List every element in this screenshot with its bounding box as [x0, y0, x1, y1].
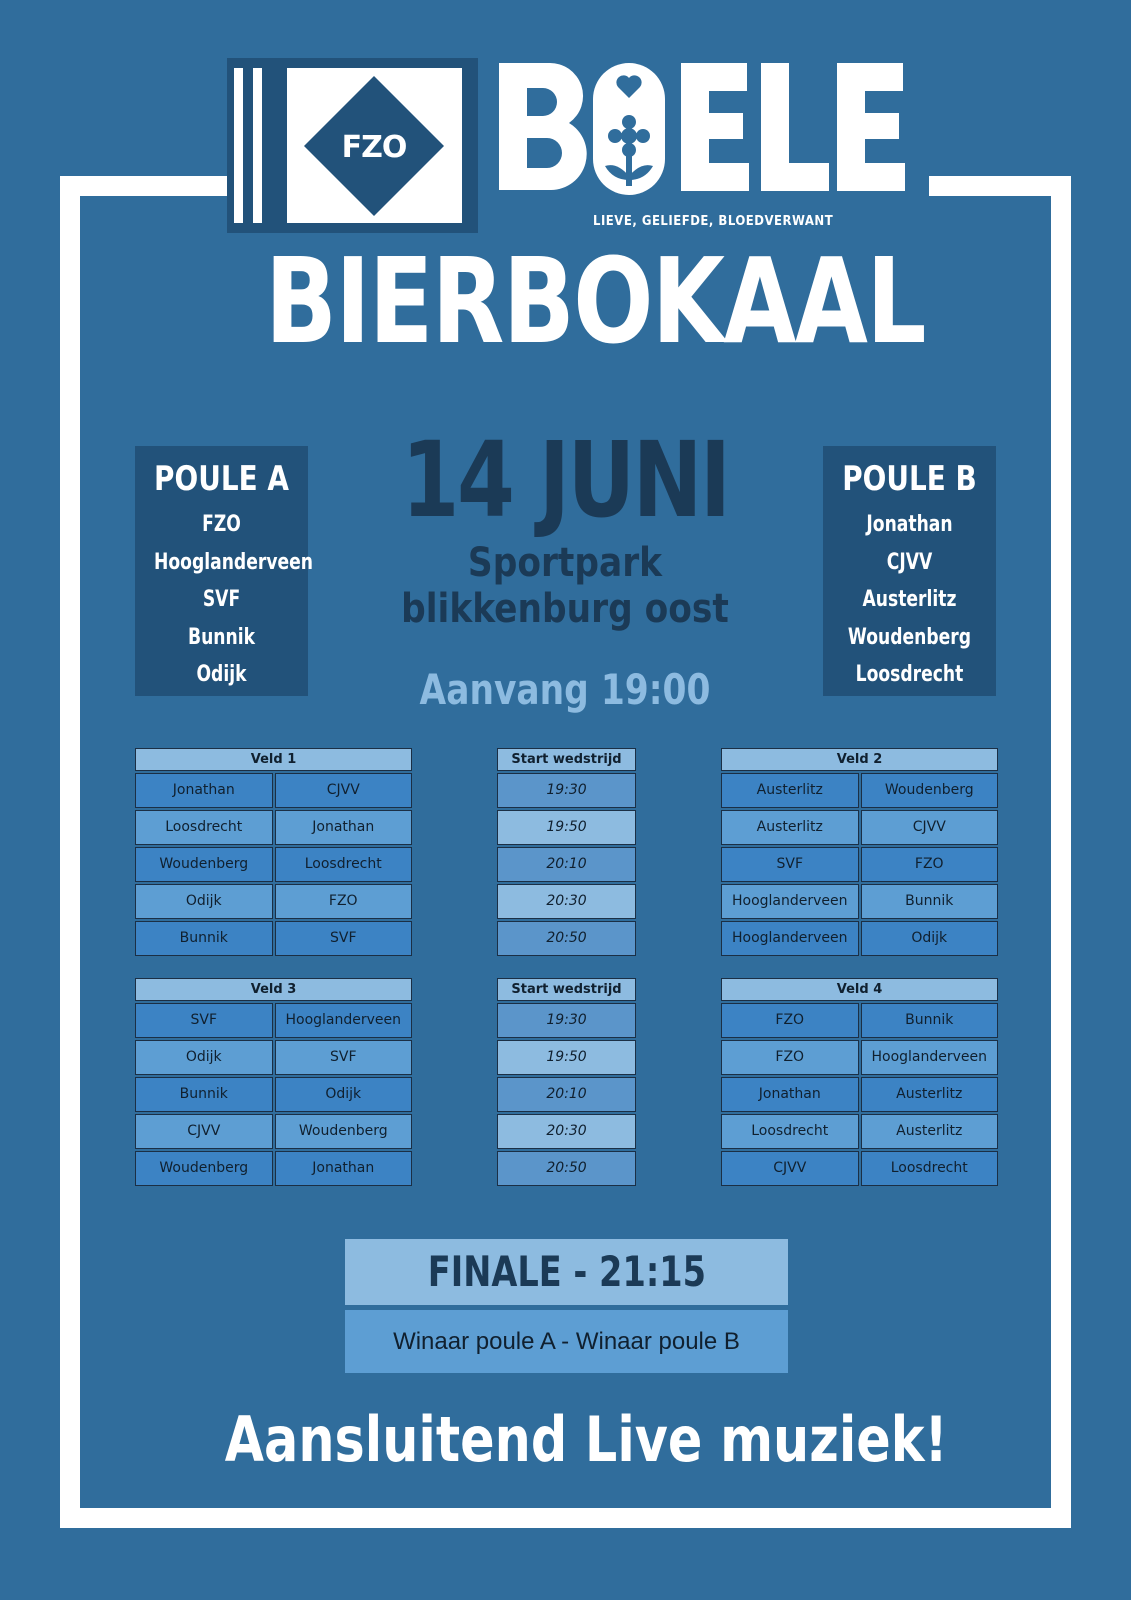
- veld-2-table: [721, 748, 998, 956]
- venue-line-2: blikkenburg oost: [401, 586, 729, 632]
- closing-line: Aansluitend Live muziek!: [224, 1403, 948, 1476]
- poule-a-team: Bunnik: [187, 624, 256, 650]
- team-cell: SVF: [135, 1003, 273, 1038]
- table-row: [135, 1149, 412, 1186]
- table-row: [135, 1038, 412, 1075]
- team-cell: Bunnik: [861, 884, 999, 919]
- start-times-header: Start wedstrijd: [497, 748, 636, 771]
- poule-b-team: Woudenberg: [847, 624, 972, 650]
- table-row: [721, 808, 998, 845]
- table-row: [135, 882, 412, 919]
- table-row: [135, 919, 412, 956]
- team-cell: FZO: [275, 884, 413, 919]
- finale-header: [345, 1239, 788, 1305]
- team-cell: FZO: [861, 847, 999, 882]
- team-cell: Loosdrecht: [721, 1114, 859, 1149]
- poule-b-title: POULE B: [842, 459, 977, 499]
- table-row: [721, 771, 998, 808]
- veld-4-table: [721, 978, 998, 1186]
- team-cell: Bunnik: [861, 1003, 999, 1038]
- table-row: [135, 808, 412, 845]
- frame-right-edge: [1051, 176, 1071, 1528]
- time-cell: 19:50: [497, 810, 636, 845]
- time-cell: 20:50: [497, 1151, 636, 1186]
- team-cell: Odijk: [135, 884, 273, 919]
- team-cell: Woudenberg: [861, 773, 999, 808]
- veld-4-header: Veld 4: [721, 978, 998, 1001]
- table-row: [721, 919, 998, 956]
- event-venue: [363, 540, 767, 632]
- team-cell: Jonathan: [135, 773, 273, 808]
- fzo-logo: [227, 58, 478, 233]
- table-row: [721, 1038, 998, 1075]
- table-row: [721, 1112, 998, 1149]
- table-row: [497, 771, 636, 808]
- team-cell: Bunnik: [135, 921, 273, 956]
- table-row: [497, 1038, 636, 1075]
- team-cell: Odijk: [135, 1040, 273, 1075]
- table-row: [721, 882, 998, 919]
- team-cell: SVF: [721, 847, 859, 882]
- team-cell: Hooglanderveen: [721, 884, 859, 919]
- team-cell: Jonathan: [721, 1077, 859, 1112]
- team-cell: CJVV: [275, 773, 413, 808]
- team-cell: SVF: [275, 921, 413, 956]
- team-cell: Hooglanderveen: [275, 1003, 413, 1038]
- table-row: [721, 1001, 998, 1038]
- team-cell: Woudenberg: [135, 1151, 273, 1186]
- venue-line-1: Sportpark: [467, 540, 663, 586]
- team-cell: Austerlitz: [861, 1114, 999, 1149]
- time-cell: 20:50: [497, 921, 636, 956]
- poule-b-team: Jonathan: [866, 512, 953, 537]
- finale-match: Winaar poule A - Winaar poule B: [345, 1310, 788, 1373]
- time-cell: 19:30: [497, 1003, 636, 1038]
- table-row: [497, 808, 636, 845]
- poule-a-team: Odijk: [196, 662, 247, 687]
- table-row: [497, 845, 636, 882]
- boele-tagline: LIEVE, GELIEFDE, BLOEDVERWANT: [593, 214, 834, 229]
- table-row: [721, 1149, 998, 1186]
- frame-top-left-edge: [60, 176, 238, 196]
- team-cell: CJVV: [721, 1151, 859, 1186]
- poule-a-title: POULE A: [154, 459, 289, 499]
- time-cell: 20:10: [497, 1077, 636, 1112]
- table-row: [497, 1001, 636, 1038]
- poule-b-team: Austerlitz: [862, 587, 957, 612]
- time-cell: 19:30: [497, 773, 636, 808]
- veld-1-header: Veld 1: [135, 748, 412, 771]
- veld-3-table: [135, 978, 412, 1186]
- table-row: [135, 1112, 412, 1149]
- table-row: [135, 845, 412, 882]
- veld-3-header: Veld 3: [135, 978, 412, 1001]
- team-cell: Hooglanderveen: [861, 1040, 999, 1075]
- frame-top-right-edge: [929, 176, 1071, 196]
- table-row: [135, 771, 412, 808]
- fzo-logo-text: FZO: [341, 130, 407, 165]
- team-cell: Woudenberg: [275, 1114, 413, 1149]
- veld-2-header: Veld 2: [721, 748, 998, 771]
- poule-b-team: CJVV: [886, 549, 933, 575]
- finale-title: FINALE - 21:15: [427, 1247, 706, 1296]
- team-cell: Jonathan: [275, 810, 413, 845]
- poule-b-panel: [823, 446, 996, 696]
- time-cell: 20:30: [497, 884, 636, 919]
- table-row: [497, 919, 636, 956]
- page-title: BIERBOKAAL: [265, 232, 925, 370]
- team-cell: Hooglanderveen: [721, 921, 859, 956]
- team-cell: Odijk: [861, 921, 999, 956]
- table-row: [721, 845, 998, 882]
- time-cell: 20:10: [497, 847, 636, 882]
- start-times-table-2: [497, 978, 636, 1186]
- team-cell: Austerlitz: [861, 1077, 999, 1112]
- team-cell: FZO: [721, 1040, 859, 1075]
- table-row: [497, 1112, 636, 1149]
- boele-logo: [497, 58, 907, 238]
- team-cell: CJVV: [135, 1114, 273, 1149]
- table-row: [497, 882, 636, 919]
- veld-1-table: [135, 748, 412, 956]
- team-cell: Jonathan: [275, 1151, 413, 1186]
- poule-a-panel: [135, 446, 314, 696]
- frame-bottom-edge: [60, 1508, 1071, 1528]
- time-cell: 19:50: [497, 1040, 636, 1075]
- table-row: [135, 1075, 412, 1112]
- team-cell: FZO: [721, 1003, 859, 1038]
- team-cell: Austerlitz: [721, 773, 859, 808]
- boele-wordmark-text: BOELE: [497, 58, 501, 59]
- poule-a-team: FZO: [202, 512, 241, 537]
- team-cell: Loosdrecht: [275, 847, 413, 882]
- poule-b-team: Loosdrecht: [855, 662, 964, 687]
- table-row: [497, 1149, 636, 1186]
- team-cell: Woudenberg: [135, 847, 273, 882]
- team-cell: Austerlitz: [721, 810, 859, 845]
- team-cell: Loosdrecht: [135, 810, 273, 845]
- team-cell: Bunnik: [135, 1077, 273, 1112]
- table-row: [135, 1001, 412, 1038]
- event-date: 14 JUNI: [401, 419, 729, 541]
- poule-a-team: Hooglanderveen: [154, 549, 314, 575]
- table-row: [497, 1075, 636, 1112]
- time-cell: 20:30: [497, 1114, 636, 1149]
- team-cell: SVF: [275, 1040, 413, 1075]
- start-times-table-1: [497, 748, 636, 956]
- frame-left-edge: [60, 176, 80, 1528]
- team-cell: Loosdrecht: [861, 1151, 999, 1186]
- poule-a-team: SVF: [202, 587, 241, 612]
- start-times-header: Start wedstrijd: [497, 978, 636, 1001]
- team-cell: Odijk: [275, 1077, 413, 1112]
- team-cell: CJVV: [861, 810, 999, 845]
- event-kickoff: Aanvang 19:00: [419, 665, 711, 714]
- table-row: [721, 1075, 998, 1112]
